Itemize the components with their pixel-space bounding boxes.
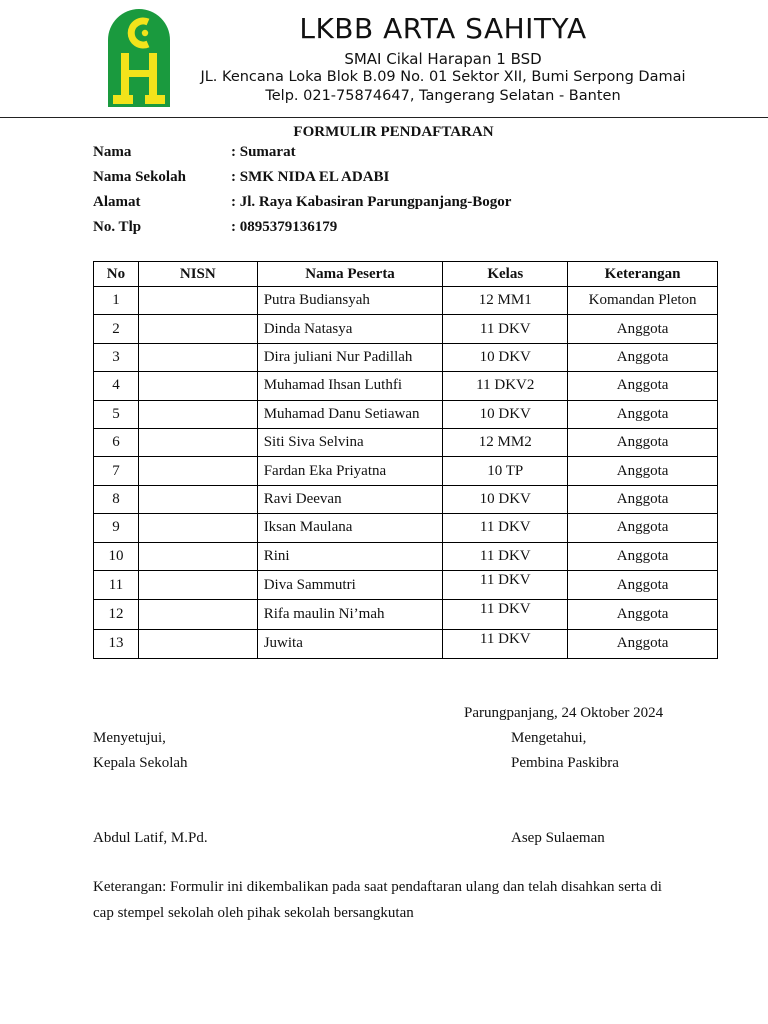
table-row: [94, 485, 718, 513]
row-no: 10: [94, 542, 139, 570]
row-kelas: 11 DKV: [443, 600, 568, 629]
row-nisn: [138, 600, 257, 629]
row-nama-peserta: Muhamad Ihsan Luthfi: [257, 372, 443, 400]
row-kelas: 11 DKV2: [443, 372, 568, 400]
row-keterangan: Anggota: [568, 400, 718, 428]
row-nama-peserta: Rifa maulin Ni’mah: [257, 600, 443, 629]
row-keterangan: Anggota: [568, 485, 718, 513]
table-row: [94, 570, 718, 599]
table-row: [94, 629, 718, 658]
row-kelas: 11 DKV: [443, 514, 568, 542]
note-line-2: cap stempel sekolah oleh pihak sekolah bersangkutan: [93, 905, 414, 921]
row-nama-peserta: Putra Budiansyah: [257, 287, 443, 315]
row-nama-peserta: Dinda Natasya: [257, 315, 443, 343]
row-nama-peserta: Muhamad Danu Setiawan: [257, 400, 443, 428]
row-keterangan: Anggota: [568, 457, 718, 485]
school-name: SMAI Cikal Harapan 1 BSD: [344, 50, 542, 68]
table-row: [94, 514, 718, 542]
field-value: : SMK NIDA EL ADABI: [231, 169, 390, 185]
row-keterangan: Anggota: [568, 315, 718, 343]
table-row: [94, 372, 718, 400]
table-row: [94, 542, 718, 570]
row-kelas: 11 DKV: [443, 570, 568, 599]
row-nama-peserta: Ravi Deevan: [257, 485, 443, 513]
row-no: 13: [94, 629, 139, 658]
row-kelas: 10 DKV: [443, 343, 568, 371]
row-nama-peserta: Siti Siva Selvina: [257, 428, 443, 456]
field-value: : Jl. Raya Kabasiran Parungpanjang-Bogor: [231, 194, 512, 210]
school-logo: [108, 9, 170, 107]
row-keterangan: Anggota: [568, 629, 718, 658]
principal-title: Kepala Sekolah: [93, 755, 188, 771]
row-kelas: 10 DKV: [443, 485, 568, 513]
row-kelas: 12 MM1: [443, 287, 568, 315]
table-row: [94, 343, 718, 371]
row-no: 4: [94, 372, 139, 400]
table-row: [94, 400, 718, 428]
row-nama-peserta: Rini: [257, 542, 443, 570]
row-no: 12: [94, 600, 139, 629]
row-nisn: [138, 428, 257, 456]
school-address: JL. Kencana Loka Blok B.09 No. 01 Sektor XII, Bumi Serpong Damai: [200, 69, 686, 85]
row-nisn: [138, 542, 257, 570]
acknowledge-label: Mengetahui,: [511, 730, 587, 746]
row-kelas: 12 MM2: [443, 428, 568, 456]
row-nama-peserta: Dira juliani Nur Padillah: [257, 343, 443, 371]
row-nama-peserta: Juwita: [257, 629, 443, 658]
field-label: Alamat: [93, 194, 141, 210]
header-nama-peserta: Nama Peserta: [257, 262, 443, 287]
row-nisn: [138, 570, 257, 599]
row-keterangan: Anggota: [568, 570, 718, 599]
row-no: 11: [94, 570, 139, 599]
field-label: No. Tlp: [93, 219, 142, 235]
table-header-row: [94, 262, 718, 287]
header-no: No: [94, 262, 139, 287]
row-nama-peserta: Iksan Maulana: [257, 514, 443, 542]
place-date: Parungpanjang, 24 Oktober 2024: [464, 705, 664, 721]
row-kelas: 11 DKV: [443, 542, 568, 570]
row-no: 7: [94, 457, 139, 485]
note-line-1: Keterangan: Formulir ini dikembalikan pada saat pendaftaran ulang dan telah disahkan serta di: [93, 879, 662, 895]
approval-label: Menyetujui,: [93, 730, 166, 746]
row-nama-peserta: Fardan Eka Priyatna: [257, 457, 443, 485]
table-row: [94, 315, 718, 343]
row-keterangan: Komandan Pleton: [568, 287, 718, 315]
row-nisn: [138, 629, 257, 658]
row-keterangan: Anggota: [568, 428, 718, 456]
row-nisn: [138, 287, 257, 315]
row-keterangan: Anggota: [568, 372, 718, 400]
row-kelas: 11 DKV: [443, 629, 568, 658]
row-nisn: [138, 400, 257, 428]
org-title: LKBB ARTA SAHITYA: [299, 12, 587, 45]
row-no: 9: [94, 514, 139, 542]
row-nisn: [138, 485, 257, 513]
row-nisn: [138, 372, 257, 400]
row-nisn: [138, 343, 257, 371]
row-no: 3: [94, 343, 139, 371]
row-keterangan: Anggota: [568, 514, 718, 542]
row-kelas: 10 TP: [443, 457, 568, 485]
row-no: 5: [94, 400, 139, 428]
coach-title: Pembina Paskibra: [511, 755, 619, 771]
table-row: [94, 457, 718, 485]
table-row: [94, 428, 718, 456]
row-nisn: [138, 315, 257, 343]
row-kelas: 11 DKV: [443, 315, 568, 343]
row-nisn: [138, 457, 257, 485]
field-label: Nama Sekolah: [93, 169, 186, 185]
row-nama-peserta: Diva Sammutri: [257, 570, 443, 599]
participant-table: [93, 261, 718, 659]
table-row: [94, 600, 718, 629]
row-keterangan: Anggota: [568, 343, 718, 371]
header-nisn: NISN: [138, 262, 257, 287]
header-kelas: Kelas: [443, 262, 568, 287]
row-nisn: [138, 514, 257, 542]
field-value: : 0895379136179: [231, 219, 338, 235]
school-phone: Telp. 021-75874647, Tangerang Selatan - Banten: [265, 88, 621, 104]
header-divider: [0, 117, 768, 118]
row-no: 1: [94, 287, 139, 315]
row-no: 2: [94, 315, 139, 343]
row-keterangan: Anggota: [568, 600, 718, 629]
form-title: FORMULIR PENDAFTARAN: [293, 124, 494, 140]
row-keterangan: Anggota: [568, 542, 718, 570]
field-value: : Sumarat: [231, 144, 296, 160]
header-keterangan: Keterangan: [568, 262, 718, 287]
field-label: Nama: [93, 144, 132, 160]
principal-name: Abdul Latif, M.Pd.: [93, 830, 208, 846]
row-kelas: 10 DKV: [443, 400, 568, 428]
row-no: 6: [94, 428, 139, 456]
coach-name: Asep Sulaeman: [511, 830, 605, 846]
table-row: [94, 287, 718, 315]
row-no: 8: [94, 485, 139, 513]
